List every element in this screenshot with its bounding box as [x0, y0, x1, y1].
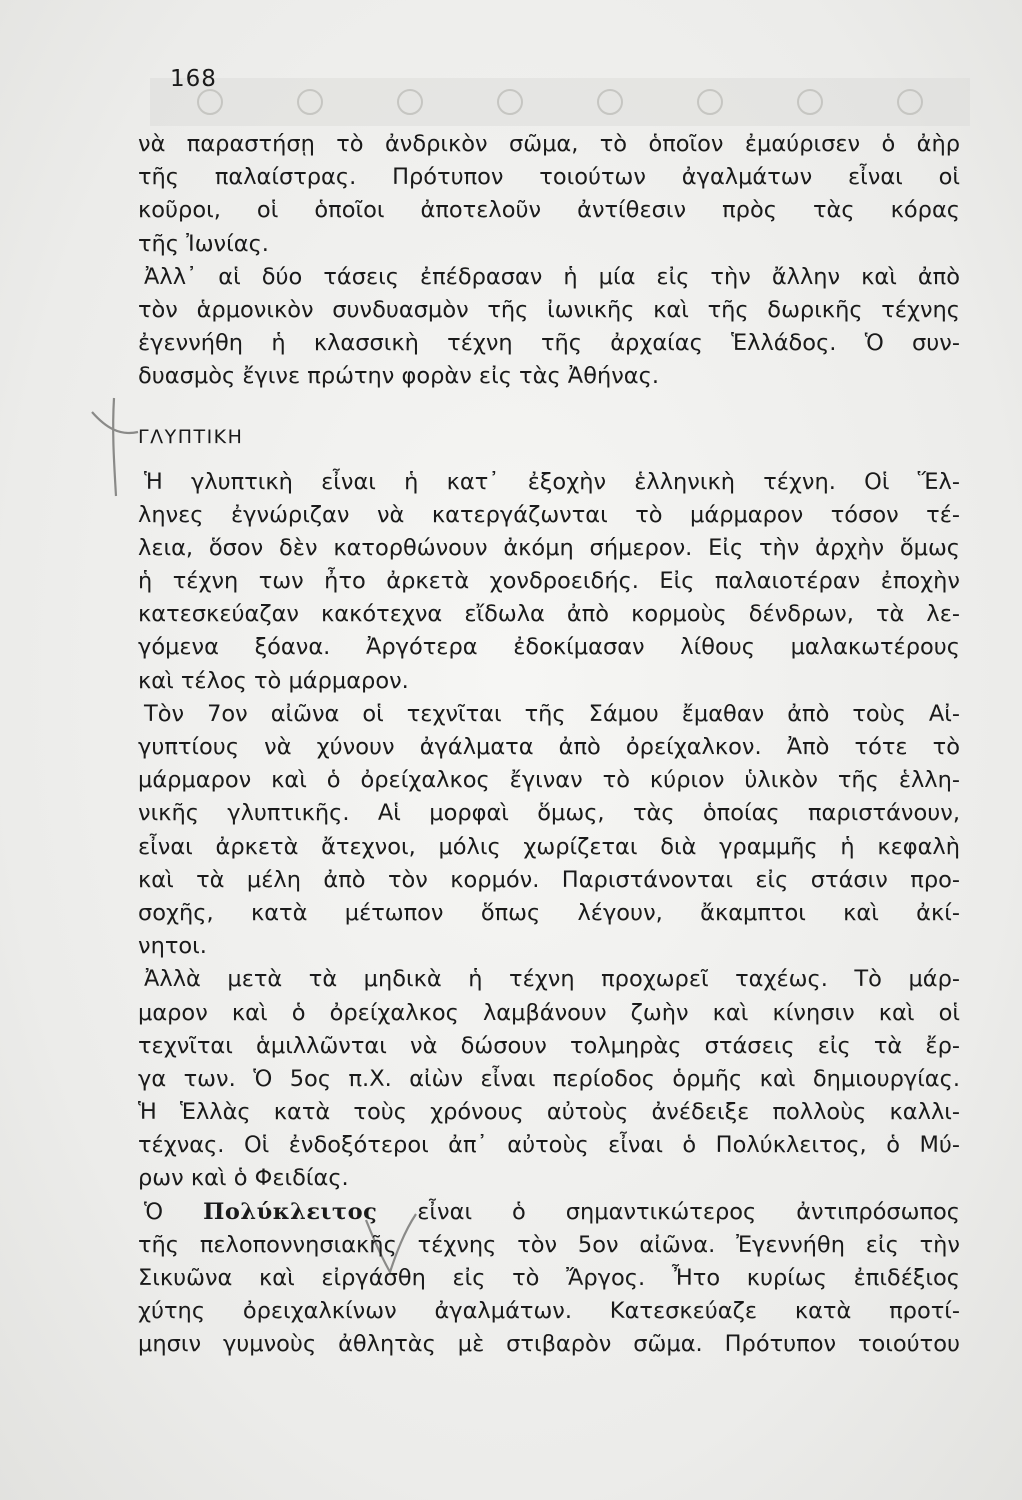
text-line: δυασμὸς ἔγινε πρώτην φορὰν εἰς τὰς Ἀθήνας. [138, 363, 659, 390]
text-line: σοχῆς, κατὰ μέτωπον ὅπως λέγουν, ἄκαμπτοι καὶ ἀκί- [138, 899, 960, 926]
text-line: Τὸν 7ον αἰῶνα οἱ τεχνῖται τῆς Σάμου ἔμαθαν ἀπὸ τοὺς Αἰ- [144, 700, 960, 727]
text-line: γα των. Ὁ 5ος π.Χ. αἰὼν εἶναι περίοδος ὁρμῆς καὶ δημιουργίας. [138, 1065, 960, 1092]
text-line: νὰ παραστήσῃ τὸ ἀνδρικὸν σῶμα, τὸ ὁποῖον ἐμαύρισεν ὁ ἀὴρ [138, 131, 960, 157]
text-line: ἐγεννήθη ἡ κλασσικὴ τέχνη τῆς ἀρχαίας Ἑλλάδος. Ὁ συν- [138, 330, 960, 357]
paragraph-1 [138, 128, 960, 261]
text-line [138, 1196, 960, 1229]
text-line: τεχνῖται ἁμιλλῶνται νὰ δώσουν τολμηρὰς στάσεις εἰς τὰ ἔρ- [138, 1032, 960, 1059]
paragraph-5 [138, 963, 960, 1195]
text-line: Σικυῶνα καὶ εἰργάσθη εἰς τὸ Ἄργος. Ἦτο κυρίως ἐπιδέξιος [138, 1265, 960, 1291]
text-line: λεια, ὅσον δὲν κατορθώνουν ἀκόμη σήμερον. Εἰς τὴν ἀρχὴν ὅμως [138, 534, 960, 561]
text-line: Ἡ Ἑλλὰς κατὰ τοὺς χρόνους αὐτοὺς ἀνέδειξε πολλοὺς καλλι- [138, 1099, 960, 1126]
text-line: μάρμαρον καὶ ὁ ὀρείχαλκος ἔγιναν τὸ κύριον ὑλικὸν τῆς ἑλλη- [138, 767, 960, 794]
text-line: ληνες ἐγνώριζαν νὰ κατεργάζωνται τὸ μάρμαρον τόσον τέ- [138, 501, 960, 528]
text-line: ρων καὶ ὁ Φειδίας. [138, 1165, 349, 1192]
text-line: τὸν ἁρμονικὸν συνδυασμὸν τῆς ἰωνικῆς καὶ τῆς δωρικῆς τέχνης [138, 296, 960, 323]
text-line: Ἡ γλυπτικὴ εἶναι ἡ κατ᾽ ἐξοχὴν ἑλληνικὴ τέχνη. Οἱ Ἕλ- [144, 468, 960, 495]
paragraph-6 [138, 1196, 960, 1362]
text-line: Ἀλλ᾽ αἱ δύο τάσεις ἐπέδρασαν ἡ μία εἰς τὴν ἄλλην καὶ ἀπὸ [144, 263, 960, 290]
page-number: 168 [170, 66, 217, 92]
text-line: μησιν γυμνοὺς ἀθλητὰς μὲ στιβαρὸν σῶμα. Πρότυπον τοιούτου [138, 1331, 960, 1358]
text-line: νητοι. [138, 933, 207, 960]
text-line: τῆς πελοποννησιακῆς τέχνης τὸν 5ον αἰῶνα. Ἐγεννήθη εἰς τὴν [138, 1231, 960, 1258]
text-line: ἡ τέχνη των ἦτο ἀρκετὰ χονδροειδής. Εἰς παλαιοτέραν ἐποχὴν [138, 568, 960, 595]
text-line: μαρον καὶ ὁ ὀρείχαλκος λαμβάνουν ζωὴν καὶ κίνησιν καὶ οἱ [138, 999, 960, 1026]
text-line: κοῦροι, οἱ ὁποῖοι ἀποτελοῦν ἀντίθεσιν πρὸς τὰς κόρας [138, 197, 960, 224]
paragraph-4 [138, 698, 960, 964]
text-line: καὶ τὰ μέλη ἀπὸ τὸν κορμόν. Παριστάνονται εἰς στάσιν προ- [138, 866, 960, 893]
line-rest: εἶναι ὁ σημαντικώτερος ἀντιπρόσωπος [417, 1198, 960, 1225]
section-heading: ΓΛΥΠΤΙΚΗ [138, 425, 244, 448]
text-line: Ἀλλὰ μετὰ τὰ μηδικὰ ἡ τέχνη προχωρεῖ ταχέως. Τὸ μάρ- [144, 966, 960, 993]
bleed-through-ornament [150, 78, 970, 128]
text-line: γυπτίους νὰ χύνουν ἀγάλματα ἀπὸ ὀρείχαλκον. Ἀπὸ τότε τὸ [138, 734, 960, 760]
text-line: καὶ τέλος τὸ μάρμαρον. [138, 667, 409, 694]
text-line: κατεσκεύαζαν κακότεχνα εἴδωλα ἀπὸ κορμοὺς δένδρων, τὰ λε- [138, 601, 960, 628]
text-line: εἶναι ἀρκετὰ ἄτεχνοι, μόλις χωρίζεται διὰ γραμμῆς ἡ κεφαλὴ [138, 833, 960, 860]
text-line: τῆς Ἰωνίας. [138, 230, 269, 257]
pencil-cross-mark [84, 392, 144, 502]
text-line: τέχνας. Οἱ ἐνδοξότεροι ἀπ᾽ αὐτοὺς εἶναι ὁ Πολύκλειτος, ὁ Μύ- [138, 1132, 960, 1159]
body-text [138, 128, 960, 1362]
paragraph-2 [138, 261, 960, 394]
text-line: νικῆς γλυπτικῆς. Αἱ μορφαὶ ὅμως, τὰς ὁποίας παριστάνουν, [138, 800, 960, 827]
paragraph-3 [138, 466, 960, 698]
text-line: χύτης ὀρειχαλκίνων ἀγαλμάτων. Κατεσκεύαζε κατὰ προτί- [138, 1298, 960, 1325]
text-line: τῆς παλαίστρας. Πρότυπον τοιούτων ἀγαλμάτων εἶναι οἱ [138, 164, 960, 191]
bold-name-polykleitos: Πολύκλειτος [203, 1198, 378, 1225]
line-prefix: Ὁ [144, 1198, 164, 1225]
text-line: γόμενα ξόανα. Ἀργότερα ἐδοκίμασαν λίθους μαλακωτέρους [138, 634, 960, 661]
